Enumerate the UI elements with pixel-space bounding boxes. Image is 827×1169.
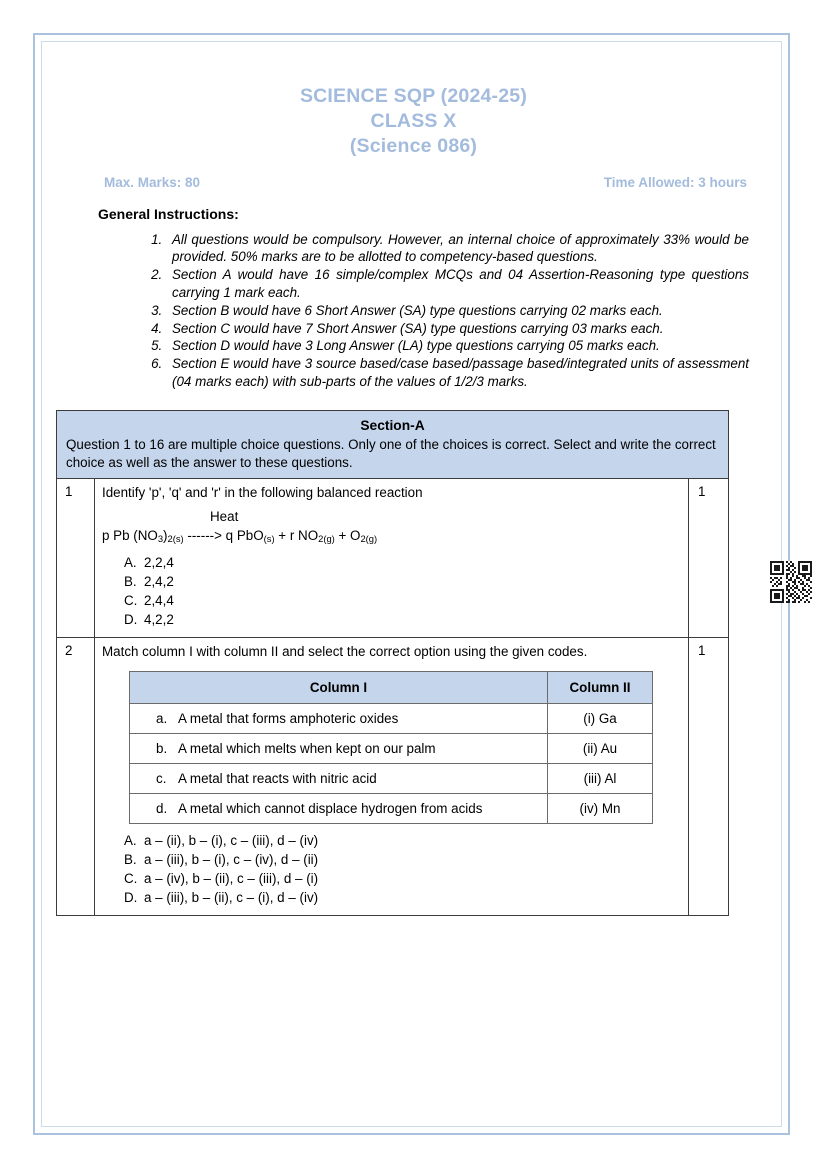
question-2-stem: Match column I with column II and select the correct option using the given codes. <box>102 644 588 660</box>
option-b-text: a – (iii), b – (i), c – (iv), d – (ii) <box>144 852 319 868</box>
option-d-label: D. <box>124 890 138 906</box>
instruction-item: 2. Section A would have 16 simple/complex MCQs and 04 Assertion-Reasoning type questions carrying 1 mark each. <box>166 266 749 301</box>
option-b[interactable] <box>124 572 681 591</box>
instruction-item: 3. Section B would have 6 Short Answer (SA) type questions carrying 02 marks each. <box>166 302 749 319</box>
option-d[interactable] <box>124 888 681 907</box>
table-row <box>130 704 653 734</box>
general-instructions-heading: General Instructions: <box>98 206 239 222</box>
match-value-i: (i) Ga <box>548 704 653 734</box>
match-columns-table <box>129 671 653 824</box>
title-line-2: CLASS X <box>370 110 457 132</box>
option-d-text: 4,2,2 <box>144 612 174 628</box>
question-1-body <box>95 479 689 638</box>
option-d[interactable] <box>124 610 681 629</box>
question-1-stem: Identify 'p', 'q' and 'r' in the following balanced reaction <box>102 485 423 501</box>
exam-meta-row <box>56 175 771 190</box>
instruction-item: 6. Section E would have 3 source based/case based/passage based/integrated units of assessment (04 marks each) with sub-parts of the values of 1/2/3 marks. <box>166 355 749 390</box>
option-a-text: a – (ii), b – (i), c – (iii), d – (iv) <box>144 833 319 849</box>
question-1-equation <box>102 508 681 546</box>
page-title <box>56 84 771 159</box>
match-value-iv: (iv) Mn <box>548 794 653 824</box>
section-a-header <box>57 411 729 479</box>
option-c-text: a – (iv), b – (ii), c – (iii), d – (i) <box>144 871 319 887</box>
column-i-header: Column I <box>130 672 548 704</box>
title-line-1: SCIENCE SQP (2024-25) <box>299 85 528 107</box>
match-item-c-text: A metal that reacts with nitric acid <box>178 771 377 787</box>
section-title: Section-A <box>360 418 425 434</box>
match-item-d-label: d. <box>156 801 168 817</box>
question-2-marks: 1 <box>689 638 729 916</box>
instruction-item: 5. Section D would have 3 Long Answer (LA) type questions carrying 05 marks each. <box>166 337 749 354</box>
question-number: 2 <box>57 638 95 916</box>
title-line-3: (Science 086) <box>349 135 478 157</box>
match-item-c <box>130 764 548 794</box>
instruction-item: 4. Section C would have 7 Short Answer (SA) type questions carrying 03 marks each. <box>166 320 749 337</box>
table-row <box>57 638 729 916</box>
option-d-label: D. <box>124 612 138 628</box>
option-b-text: 2,4,2 <box>144 574 174 590</box>
question-1-marks: 1 <box>689 479 729 638</box>
time-allowed-label: Time Allowed: 3 hours <box>603 175 747 190</box>
question-2-options <box>102 831 681 907</box>
match-item-a-text: A metal that forms amphoteric oxides <box>178 711 399 727</box>
equation-condition-label: Heat <box>210 509 239 525</box>
match-item-b <box>130 734 548 764</box>
match-item-b-text: A metal which melts when kept on our palm <box>178 741 436 757</box>
match-item-b-label: b. <box>156 741 168 757</box>
option-b-label: B. <box>124 574 137 590</box>
match-item-c-label: c. <box>156 771 167 787</box>
option-b[interactable] <box>124 850 681 869</box>
table-row <box>130 794 653 824</box>
match-value-iii: (iii) Al <box>548 764 653 794</box>
option-b-label: B. <box>124 852 137 868</box>
option-c-label: C. <box>124 871 138 887</box>
option-a[interactable] <box>124 553 681 572</box>
table-row <box>130 764 653 794</box>
qr-code-icon <box>770 561 812 603</box>
table-row <box>57 479 729 638</box>
match-item-a <box>130 704 548 734</box>
question-table <box>56 410 729 916</box>
match-header-row <box>130 672 653 704</box>
match-item-d-text: A metal which cannot displace hydrogen from acids <box>178 801 483 817</box>
match-item-a-label: a. <box>156 711 168 727</box>
option-d-text: a – (iii), b – (ii), c – (i), d – (iv) <box>144 890 319 906</box>
match-item-d <box>130 794 548 824</box>
instruction-item: 1. All questions would be compulsory. However, an internal choice of approximately 33% would be provided. 50% marks are to be allotted to competency-based questions. <box>166 231 749 266</box>
column-ii-header: Column II <box>548 672 653 704</box>
match-value-ii: (ii) Au <box>548 734 653 764</box>
instructions-list <box>56 231 771 390</box>
option-a-text: 2,2,4 <box>144 555 174 571</box>
option-c-label: C. <box>124 593 138 609</box>
section-description: Question 1 to 16 are multiple choice questions. Only one of the choices is correct. Select and write the correct choice as well as the answer to these questions. <box>66 437 716 470</box>
table-row <box>130 734 653 764</box>
question-1-options <box>102 553 681 629</box>
question-2-body <box>95 638 689 916</box>
option-a-label: A. <box>124 833 137 849</box>
option-a[interactable] <box>124 831 681 850</box>
document-page <box>56 56 771 1114</box>
option-c[interactable] <box>124 591 681 610</box>
option-c-text: 2,4,4 <box>144 593 174 609</box>
equation-line: p Pb $(NO_3)_{2(s)}$ ------> q PbO$_{(s)}$ + r $NO_{2(g)} + O_{2(g)}$ <box>102 528 378 545</box>
section-header-row <box>57 411 729 479</box>
option-c[interactable] <box>124 869 681 888</box>
option-a-label: A. <box>124 555 137 571</box>
max-marks-label: Max. Marks: 80 <box>104 175 201 190</box>
question-number: 1 <box>57 479 95 638</box>
